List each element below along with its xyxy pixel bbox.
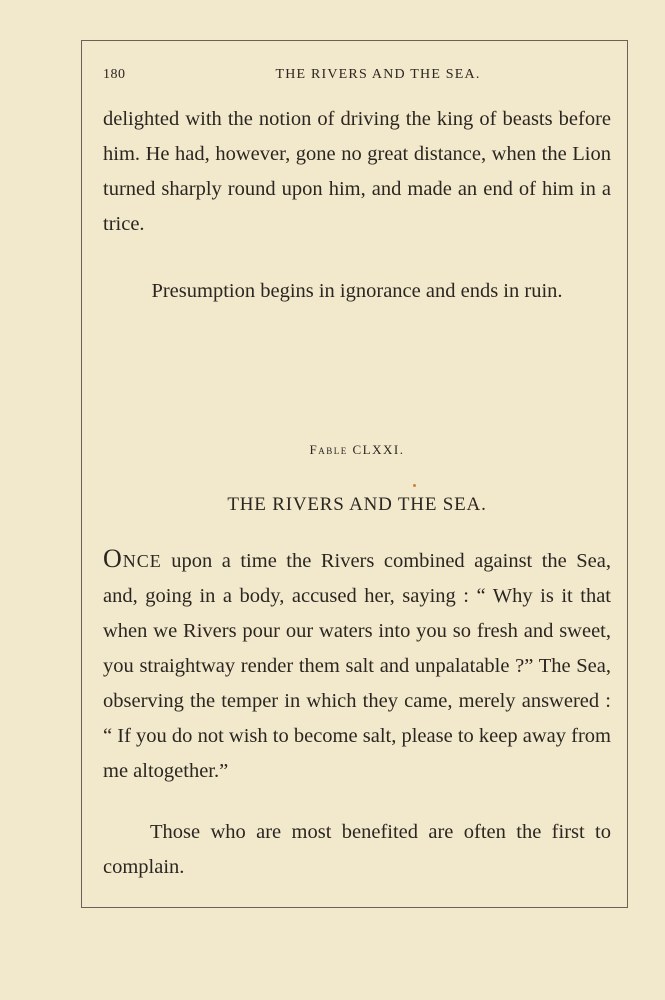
previous-fable-ending: delighted with the notion of driving the king of beasts before him. He had, however, gone no great distance, when the Lion turned sharply round upon him, and made an end of him in a trice. <box>103 108 611 235</box>
fable-moral: Those who are most benefited are often the first to complain. <box>103 821 611 878</box>
running-head <box>103 67 613 87</box>
page-number: 180 <box>103 67 126 82</box>
fable-number <box>103 442 611 458</box>
running-title: THE RIVERS AND THE SEA. <box>275 67 481 82</box>
fable-number-label: Fable CLXXI. <box>309 442 405 457</box>
fable-opening-word: Once <box>103 544 162 573</box>
ornament-dot <box>413 484 416 487</box>
fable-title: THE RIVERS AND THE SEA. <box>227 494 487 515</box>
fable-body-text: upon a time the Rivers combined against the Sea, and, going in a body, accused her, saying : “ Why is it that when we Rivers pour our waters into you so fresh and sweet, you straightway render them salt and unpalatable ?” The Sea, observing the temper in which they came, merely answered : “ If you do not wish to become salt, please to keep away from me altogether.” <box>103 550 611 782</box>
previous-fable-moral: Presumption begins in ignorance and ends in ruin. <box>151 280 563 302</box>
fable-body <box>103 541 611 789</box>
